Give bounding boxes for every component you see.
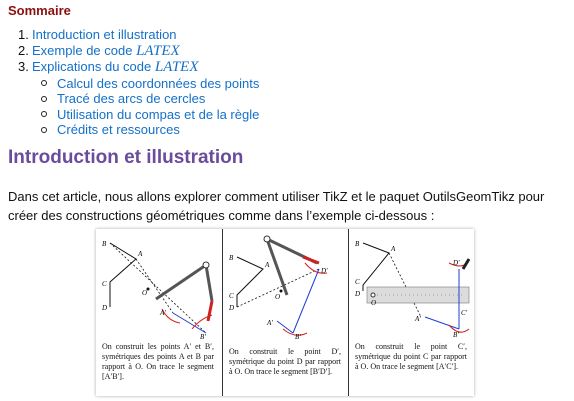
toc-item-introduction [18,27,259,43]
panel-3-drawing [349,229,475,341]
panel-3-caption: On construit le point C′, symétrique du point C par rapport à O. On trace le segment [A′C′]. [355,342,467,371]
toc-link-code-explanations[interactable] [32,59,199,76]
panel-2-caption: On construit le point D′, symétrique du point D par rapport à O. On trace le segment [B′D′]. [229,347,341,376]
toc-subitem [41,91,259,107]
construction-figure [96,229,474,396]
toc-link-introduction[interactable]: Introduction et illustration [32,27,177,42]
toc-item-code-example [18,43,259,60]
circle-bullet-icon [41,111,47,117]
point-label: A′ [160,309,166,317]
toc-link-code-example[interactable] [32,43,180,60]
toc-number: 1. [18,27,29,42]
point-label: D [229,304,235,312]
point-label: C [102,280,107,288]
point-label: C [229,292,234,300]
toc-link-compass-ruler[interactable]: Utilisation du compas et de la règle [57,106,260,122]
point-label: A′ [267,319,273,327]
toc-title: Sommaire [8,3,71,18]
point-label: B′ [453,331,459,339]
point-label: B [229,254,234,262]
intro-paragraph: Dans cet article, nous allons explorer comment utiliser TikZ et le paquet OutilsGeomTikz pour créer des constructions géométriques comme dans l’exemple ci-dessous : [8,189,545,223]
point-label: D′ [453,259,460,267]
point-label: B [102,240,107,248]
toc-link-arcs[interactable]: Tracé des arcs de cercles [57,91,206,106]
toc-link-coordinates[interactable]: Calcul des coordonnées des points [57,75,260,91]
toc-link-credits[interactable]: Crédits et ressources [57,122,180,137]
point-label: O [275,293,281,301]
pencil-icon [463,259,469,269]
circle-bullet-icon [41,80,47,86]
latex-logo: LATEX [154,59,199,75]
toc-subitem [41,107,259,123]
section-heading: Introduction et illustration [8,147,244,168]
point-label: A [265,261,270,269]
point-label: A [391,245,396,253]
point-label: D [102,304,108,312]
point-label: B [355,240,360,248]
toc-subitem [41,122,259,138]
point-label: A [138,250,143,258]
panel-1-caption: On construit les points A′ et B′, symétriques des points A et B par rapport à O. On trace le segment [A′B′]. [102,342,214,381]
toc-subitem [41,76,259,92]
point-label: O [142,289,148,297]
figure-panel-2 [222,229,349,396]
table-of-contents [18,27,259,138]
toc-number: 2. [18,42,29,58]
point-label: D′ [321,267,328,275]
point-label: C′ [461,309,468,317]
figure-panel-3 [348,229,475,396]
toc-link-label: Exemple de code [32,42,133,58]
figure-panel-1 [96,229,222,396]
circle-bullet-icon [41,96,47,102]
toc-link-label: Explications du code [32,59,152,74]
latex-logo: LATEX [136,42,180,59]
point-label: D [355,290,361,298]
circle-bullet-icon [41,127,47,133]
toc-number: 3. [18,59,29,74]
point-label: C [355,278,360,286]
point-label: B′ [200,333,206,341]
toc-item-code-explanations [18,59,259,76]
point-label: A′ [415,315,421,323]
panel-1-drawing [96,229,222,341]
point-label: B′ [295,333,301,341]
panel-2-drawing [223,229,349,341]
point-label: O [371,299,377,307]
